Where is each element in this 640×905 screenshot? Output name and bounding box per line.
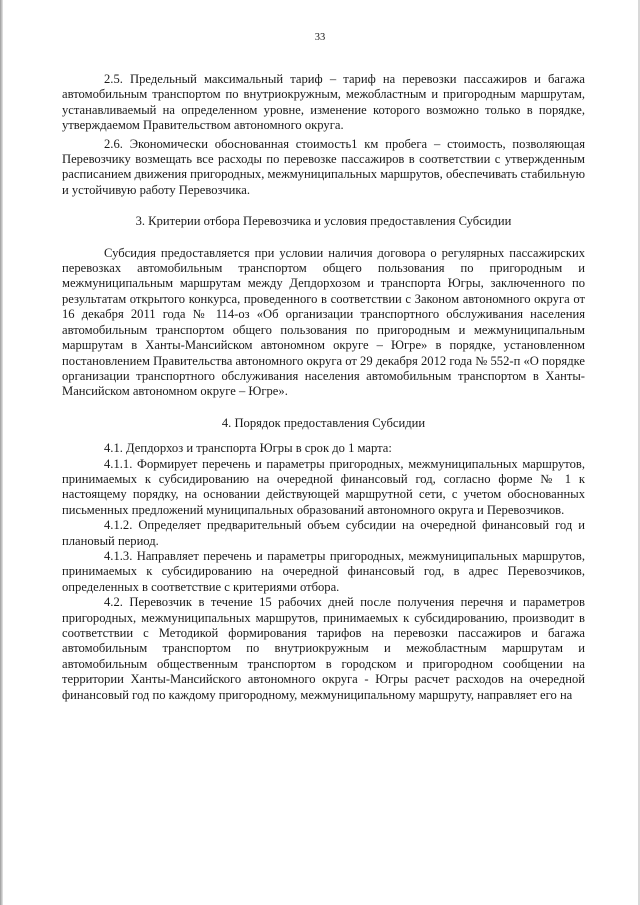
paragraph-4-2: 4.2. Перевозчик в течение 15 рабочих дней после получения перечня и параметров пригородных, межмуниципальных маршрутов, принимаемых к субсидированию, производит в соответствии с Методикой формирования тарифов на перевозки пассажиров и багажа автомобильным транспортом по внутриокружным и межобластным маршрутам и автомобильным общественным транспортом в городском и пригородном сообщении на территории Ханты-Мансийского автономного округа - Югры расчет расходов на очередной финансовый год по каждому пригородному, межмуниципальному маршруту, направляет его на — [62, 595, 585, 702]
page-number: 33 — [314, 32, 326, 43]
document-body — [62, 72, 585, 703]
paragraph-4-1: 4.1. Депдорхоз и транспорта Югры в срок до 1 марта: — [104, 441, 392, 456]
scan-edge-left — [0, 0, 3, 905]
section-heading-4: 4. Порядок предоставления Субсидии — [221, 415, 426, 430]
paragraph-4-1-2: 4.1.2. Определяет предварительный объем субсидии на очередной финансовый год и плановый период. — [62, 518, 585, 548]
paragraph-2-6: 2.6. Экономически обоснованная стоимость1 км пробега – стоимость, позволяющая Перевозчику возмещать все расходы по перевозке пассажиров в соответствии с утвержденным расписанием движения пригородных, межмуниципальных маршрутов, обеспечивать стабильную и устойчивую работу Перевозчика. — [62, 136, 585, 197]
paragraph-2-5: 2.5. Предельный максимальный тариф – тариф на перевозки пассажиров и багажа автомобильным транспортом по внутриокружным, межобластным и пригородным маршрутам, устанавливаемый на определенном уровне, изменение которого возможно только в порядке, утверждаемом Правительством автономного округа. — [62, 72, 585, 133]
section-heading-3: 3. Критерии отбора Перевозчика и условия предоставления Субсидии — [135, 214, 512, 229]
paragraph-3-body: Субсидия предоставляется при условии наличия договора о регулярных пассажирских перевозках автомобильным транспортом общего пользования по пригородным и межмуниципальным маршрутам между Депдорхозом и транспорта Югры, заключенного по результатам открытого конкурса, проведенного в соответствии с Законом автономного округа от 16 декабря 2011 года № 114-оз «Об организации транспортного обслуживания населения автомобильным транспортом общего пользования по пригородным и межмуниципальным маршрутам в Ханты-Мансийском автономном округе – Югре» в порядке, установленном постановлением Правительства автономного округа от 29 декабря 2012 года № 552-п «О порядке организации транспортного обслуживания населения автомобильным транспортом в Ханты-Мансийском автономном округе – Югре». — [62, 245, 585, 399]
paragraph-4-1-3: 4.1.3. Направляет перечень и параметры пригородных, межмуниципальных маршрутов, принимаемых к субсидированию на очередной финансовый год, в адрес Перевозчиков, определенных в соответствие с критериями отбора. — [62, 548, 585, 594]
paragraph-4-1-1: 4.1.1. Формирует перечень и параметры пригородных, межмуниципальных маршрутов, принимаемых к субсидированию на очередной финансовый год, согласно форме № 1 к настоящему порядку, на основании действующей маршрутной сети, с учетом обоснованных письменных предложений муниципальных образований автономного округа и Перевозчиков. — [62, 456, 585, 517]
